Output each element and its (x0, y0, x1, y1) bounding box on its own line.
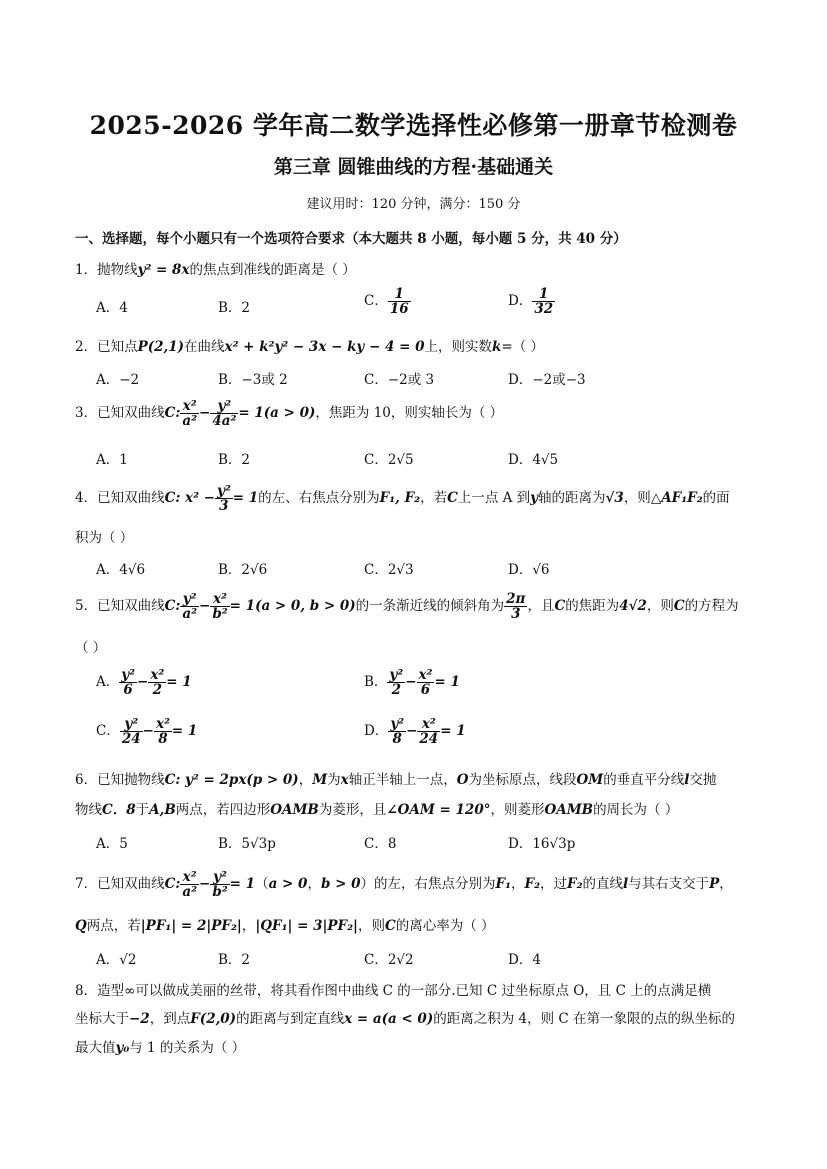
q3-text-a: 3．已知双曲线 (75, 405, 165, 422)
q4-text-f: ，则 (623, 490, 651, 507)
q5-b-eq: = 1 (434, 674, 460, 691)
q7-text-g: 的直线 (582, 876, 623, 893)
q5-frac-1 (180, 592, 199, 621)
q5-focal: 4√2 (619, 598, 647, 615)
q5-a-label: A． (96, 674, 120, 691)
q3-n1: x² (180, 399, 199, 414)
q7-d1: a² (182, 884, 197, 901)
q1-option-d (508, 287, 555, 316)
q6-om: OM (576, 772, 604, 788)
q8-stem-line-2 (75, 1007, 735, 1027)
q1-c-num: 1 (388, 287, 411, 302)
q5-b-minus: − (405, 674, 417, 691)
q7-text-b: （ (255, 876, 269, 893)
q6-ab: A,B (149, 802, 176, 818)
q6-text-f: 的垂直平分线 (603, 772, 685, 788)
time-score-note: 建议用时：120 分钟，满分：150 分 (306, 197, 521, 212)
q7-minus: − (199, 876, 211, 893)
q3-option-c: C．2√5 (364, 452, 414, 468)
q7-l2-c: ， (241, 918, 256, 934)
q6-oamb-2: OAMB (544, 802, 594, 818)
q4-d1: 3 (219, 498, 229, 515)
q5-d-eq: = 1 (440, 723, 466, 740)
q6-option-d: D．16√3p (508, 836, 576, 852)
q3-option-b: B．2 (218, 452, 251, 468)
q6-option-b: B．5√3p (218, 836, 276, 852)
q4-sqrt3: √3 (605, 490, 624, 507)
q5-angle-den: 3 (511, 606, 521, 623)
q4-text-d: 上一点 A 到 (457, 490, 531, 507)
q5-c-n2: x² (155, 716, 170, 732)
q6-text-c: 为 (327, 772, 341, 788)
q2-text-b: 在曲线 (184, 339, 225, 355)
q5-b-n2: x² (418, 667, 433, 683)
q5-b-n1: y² (389, 667, 404, 683)
q5-text-f: 的方程为 (684, 598, 739, 615)
q1-text-a: 1．抛物线 (75, 262, 138, 278)
q6-option-c: C．8 (364, 836, 397, 852)
q5-c-label: C． (96, 723, 120, 740)
q3-option-a: A．1 (96, 452, 128, 468)
q5-c-frac-2 (154, 717, 172, 746)
q4-y: y (530, 490, 539, 507)
q1-c-label: C． (364, 293, 388, 310)
q5-d-minus: − (406, 723, 418, 740)
question-4-stem (75, 484, 730, 513)
q4-triangle: △AF₁F₂ (650, 490, 703, 507)
q6-l2-a: 物线 (75, 802, 102, 818)
q4-text-c: ，若 (420, 490, 448, 507)
q7-f2: F₂ (524, 876, 540, 893)
q7-text-i: ， (719, 876, 733, 893)
q7-curve: C: (164, 876, 181, 893)
q5-d-n1: y² (390, 716, 405, 732)
q7-text-a: 7．已知双曲线 (75, 876, 165, 893)
q5-text-a: 5．已知双曲线 (75, 598, 165, 615)
q6-text-a: 6．已知抛物线 (75, 772, 165, 788)
q4-option-c: C．2√3 (364, 562, 414, 578)
q5-c-d1: 24 (121, 731, 141, 748)
q5-a-minus: − (137, 674, 149, 691)
q7-option-c: C．2√2 (364, 952, 414, 968)
q5-c2: C (673, 598, 685, 615)
q6-l2-e: ，则菱形 (490, 802, 545, 818)
q5-option-d (364, 717, 466, 746)
q5-text-e: ，则 (646, 598, 674, 615)
q3-curve: C: (164, 405, 181, 422)
q3-d2: 4a² (212, 413, 237, 430)
q6-text-e: 为坐标原点，线段 (468, 772, 577, 788)
q4-n1: y² (217, 483, 231, 499)
q1-d-frac (532, 287, 555, 316)
q2-text-a: 2．已知点 (75, 339, 138, 355)
q2-point: P(2,1) (137, 339, 185, 355)
q8-y0: y₀ (115, 1040, 130, 1056)
q4-rest: = 1 (232, 490, 259, 507)
q5-n1: y² (180, 592, 199, 607)
q4-text-g: 的面 (702, 490, 730, 507)
q6-option-a: A．5 (96, 836, 128, 852)
q2-k: k (491, 339, 502, 355)
q2-text-c: 上，则实数 (424, 339, 492, 355)
q3-frac-2 (210, 399, 238, 428)
q3-text-b: ，焦距为 10，则实轴长为（ ） (315, 405, 504, 422)
q3-n2: y² (210, 399, 238, 414)
q7-n2: y² (210, 870, 229, 885)
question-8-stem: 8．造型∞可以做成美丽的丝带，将其看作图中曲线 C 的一部分.已知 C 过坐标原点 O，且 C 上的点满足横 (75, 983, 712, 999)
q5-d-frac-1 (388, 717, 406, 746)
q2-option-b: B．−3或 2 (218, 372, 288, 388)
q1-d-num: 1 (532, 287, 555, 302)
question-3-stem (75, 399, 503, 428)
q4-option-a: A．4√6 (96, 562, 146, 578)
q1-expr: y² = 8x (137, 262, 190, 278)
q4-curve: C: x² − (164, 490, 215, 507)
q7-c: C (384, 918, 396, 934)
q4-text-e: 轴的距离为 (538, 490, 606, 507)
q7-text-c: ， (307, 876, 321, 893)
q7-cond-1: a > 0 (268, 876, 308, 893)
q5-c: C (554, 598, 566, 615)
q7-l: l (622, 876, 629, 893)
q5-a-eq: = 1 (166, 674, 192, 691)
q5-a-d1: 6 (123, 682, 133, 699)
q7-l2-b: 两点，若 (86, 918, 141, 934)
q7-eq-2: |QF₁| = 3|PF₂| (255, 918, 358, 934)
q5-d-d1: 8 (392, 731, 402, 748)
q3-d1: a² (182, 413, 197, 430)
q4-option-b: B．2√6 (218, 562, 268, 578)
q2-option-a: A．−2 (96, 372, 140, 388)
q1-d-den: 32 (534, 301, 554, 318)
q5-a-frac-1 (119, 668, 137, 697)
q7-p: P (709, 876, 720, 893)
q1-c-den: 16 (389, 301, 409, 318)
q5-d-d2: 24 (419, 731, 439, 748)
q7-f2-b: F₂ (566, 876, 583, 893)
q5-c-minus: − (142, 723, 154, 740)
q7-text-f: ，过 (539, 876, 567, 893)
q4-foci: F₁, F₂ (379, 490, 421, 507)
q5-frac-2 (210, 592, 229, 621)
q5-option-b (364, 668, 460, 697)
q4-frac (215, 484, 233, 513)
q6-text-b: ， (298, 772, 313, 788)
q7-frac-1 (180, 870, 199, 899)
q6-x: x (340, 772, 349, 788)
question-1-stem (75, 258, 356, 278)
q5-n2: x² (210, 592, 229, 607)
section-heading: 一、选择题，每个小题只有一个选项符合要求（本大题共 8 小题，每小题 5 分，共 40 分） (75, 231, 627, 247)
q5-b-label: B． (364, 674, 388, 691)
q5-a-d2: 2 (152, 682, 163, 699)
q7-stem-line-2 (75, 914, 495, 934)
q5-angle-num: 2π (506, 591, 526, 607)
question-2-stem (75, 335, 544, 355)
q1-d-label: D． (508, 293, 533, 310)
q2-option-c: C．−2或 3 (364, 372, 435, 388)
q7-f1: F₁ (495, 876, 511, 893)
q5-c-n1: y² (120, 717, 143, 732)
q7-cond-2: b > 0 (320, 876, 361, 893)
q6-text-g: 交抛 (689, 772, 717, 788)
q5-a-frac-2 (148, 668, 166, 697)
question-5-stem (75, 592, 739, 621)
q8-l2-d: 的距离之积为 4，则 C 在第一象限的点的纵坐标的 (433, 1011, 736, 1027)
q5-d-n2: x² (417, 717, 440, 732)
q6-m: M (312, 772, 328, 788)
q6-l2-b: 于 (135, 802, 150, 818)
q4-text-b: 的左、右焦点分别为 (258, 490, 380, 507)
q5-b-d2: 6 (420, 682, 431, 699)
q8-l3-a: 最大值 (75, 1040, 116, 1056)
q5-b-d1: 2 (391, 682, 401, 699)
q7-text-e: ， (510, 876, 525, 893)
q6-curve: C: y² = 2px(p > 0) (164, 772, 299, 788)
q5-option-a (96, 668, 192, 697)
q5-d-label: D． (364, 723, 389, 740)
q4-text-a: 4．已知双曲线 (75, 490, 165, 507)
q4-stem-line-2: 积为（ ） (75, 530, 134, 546)
question-7-stem (75, 870, 733, 899)
chapter-subtitle: 第三章 圆锥曲线的方程·基础通关 (273, 156, 554, 178)
q1-option-b: B．2 (218, 300, 251, 316)
q8-minus-2: −2 (129, 1011, 150, 1027)
q4-option-d: D．√6 (508, 562, 550, 578)
q6-angle: ∠OAM = 120° (386, 802, 491, 818)
q1-c-frac (388, 287, 411, 316)
q8-l2-a: 坐标大于 (75, 1011, 129, 1027)
q8-l2-c: 的距离与到定直线 (236, 1011, 345, 1027)
q6-l2-d: 为菱形，且 (318, 802, 387, 818)
q8-stem-line-3 (75, 1036, 245, 1056)
q5-angle-frac (504, 592, 527, 621)
q6-oamb: OAMB (270, 802, 319, 818)
question-6-stem (75, 768, 716, 788)
q1-option-c (364, 287, 411, 316)
q7-l2-e: 的离心率为（ ） (395, 918, 495, 934)
q2-text-d: =（ ） (501, 339, 544, 355)
q7-option-b: B．2 (218, 952, 251, 968)
q4-c: C (447, 490, 458, 507)
q6-stem-line-2 (75, 798, 678, 818)
q5-c-eq: = 1 (171, 723, 198, 740)
q7-option-d: D．4 (508, 952, 541, 968)
q7-frac-2 (210, 870, 229, 899)
q5-minus: − (199, 598, 211, 615)
q7-eq-1: |PF₁| = 2|PF₂| (140, 918, 242, 934)
q3-minus: − (199, 405, 211, 422)
q5-rest: = 1(a > 0, b > 0) (229, 598, 356, 615)
q5-option-c (96, 717, 197, 746)
q6-l2-c: 两点，若四边形 (175, 802, 271, 818)
q6-l: l (684, 772, 690, 788)
q8-l3-b: 与 1 的关系为（ ） (129, 1040, 246, 1056)
q5-text-c: ，且 (527, 598, 555, 615)
q8-f: F(2,0) (190, 1011, 237, 1027)
q8-l2-b: ，到点 (149, 1011, 191, 1027)
q7-q: Q (75, 918, 87, 934)
q3-frac-1 (180, 399, 199, 428)
q5-a-n1: y² (121, 667, 136, 683)
q3-option-d: D．4√5 (508, 452, 559, 468)
q3-rest: = 1(a > 0) (238, 405, 316, 422)
q5-c-d2: 8 (158, 731, 168, 748)
q6-text-d: 轴正半轴上一点， (348, 772, 457, 788)
q7-rest: = 1 (229, 876, 256, 893)
page-title: 2025-2026 学年高二数学选择性必修第一册章节检测卷 (89, 111, 738, 140)
q7-n1: x² (180, 870, 199, 885)
q7-option-a: A．√2 (96, 952, 137, 968)
q8-line: x = a(a < 0) (344, 1011, 434, 1027)
q1-text-b: 的焦点到准线的距离是（ ） (189, 262, 356, 278)
q5-a-n2: x² (150, 667, 165, 683)
q5-c-frac-1 (120, 717, 143, 746)
q6-o: O (456, 772, 469, 788)
q6-c: C．8 (102, 802, 136, 818)
q5-d-frac-2 (417, 717, 440, 746)
q5-text-d: 的焦距为 (565, 598, 620, 615)
q7-l2-d: ，则 (357, 918, 385, 934)
q2-expr: x² + k²y² − 3x − ky − 4 = 0 (224, 339, 425, 355)
q1-option-a: A．4 (96, 300, 128, 316)
q5-curve: C: (164, 598, 181, 615)
q5-b-frac-1 (387, 668, 405, 697)
q5-text-b: 的一条渐近线的倾斜角为 (355, 598, 505, 615)
q6-l2-f: 的周长为（ ） (593, 802, 679, 818)
q5-stem-line-2: （ ） (75, 640, 107, 656)
q2-option-d: D．−2或−3 (508, 372, 586, 388)
q5-d2: b² (212, 606, 228, 623)
q5-b-frac-2 (417, 668, 435, 697)
q7-text-d: ）的左，右焦点分别为 (360, 876, 496, 893)
q5-d1: a² (182, 606, 197, 623)
q7-d2: b² (212, 884, 228, 901)
q7-text-h: 与其右支交于 (628, 876, 710, 893)
